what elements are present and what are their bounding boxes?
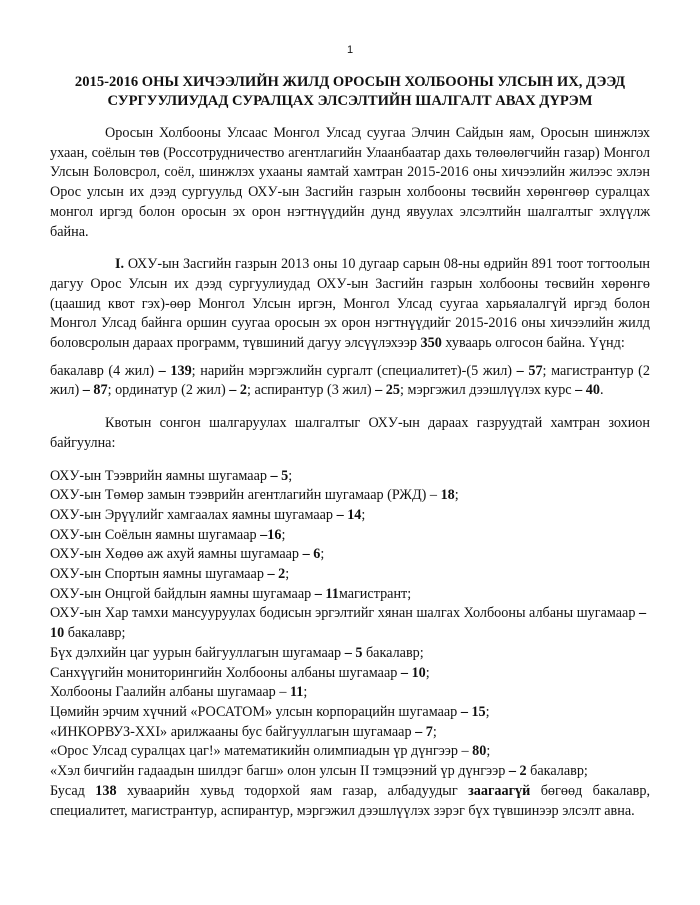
agency-quota: – 2 — [267, 566, 286, 583]
agency-suffix: ; — [281, 526, 286, 543]
agency-quota: – 14 — [336, 506, 362, 523]
program-label: ординатур (2 жил) — [115, 382, 230, 399]
document-title — [50, 73, 650, 111]
agency-item — [50, 644, 650, 664]
agency-name: ОХУ-ын Хөдөө аж ахуй яамны шугамаар — [50, 546, 303, 563]
agency-name: «ИНКОРВУЗ-XXI» арилжааны бус байгууллагын шугамаар — [50, 723, 416, 740]
agency-quota: – 11 — [314, 585, 339, 602]
program-separator: ; — [247, 382, 255, 399]
agency-item — [50, 604, 650, 643]
agency-suffix: бакалавр; — [526, 763, 588, 780]
agency-quota: – 5 — [270, 467, 289, 484]
program-quota: – 2 — [229, 382, 248, 399]
agency-item — [50, 565, 650, 585]
agency-suffix: магистрант; — [338, 585, 412, 602]
program-quota: – 40 — [575, 382, 600, 399]
agency-suffix: ; — [486, 743, 491, 760]
agency-suffix: ; — [485, 703, 490, 720]
agency-suffix: ; — [454, 487, 459, 504]
agency-suffix: ; — [285, 566, 290, 583]
program-quota: – 57 — [516, 362, 543, 379]
closing-text-a: Бусад — [50, 782, 96, 799]
agency-name: ОХУ-ын Тээврийн яамны шугамаар — [50, 467, 271, 484]
quota-intro-paragraph: Квотын сонгон шалгаруулах шалгалтыг ОХУ-ын дараах газруудтай хамтран зохион байгуулна: — [50, 415, 650, 451]
agency-quota: – 15 — [460, 703, 486, 720]
closing-text-c: бөгөөд бакалавр, специалитет, магистрантур, аспирантур, мэргэжил дээшлүүлэх зэрэг бүх түвшинээр элсэлт авна. — [50, 782, 651, 819]
agency-quota: 80 — [472, 743, 487, 760]
agency-item — [50, 664, 650, 684]
programs-paragraph — [50, 362, 650, 401]
program-label: аспирантур (3 жил) — [254, 382, 376, 399]
agency-item — [50, 703, 650, 723]
program-label: магистрантур (2 жил) — [50, 362, 650, 399]
agency-name: Бүх дэлхийн цаг уурын байгууллагын шугамаар — [50, 644, 345, 661]
program-separator: ; — [107, 382, 116, 399]
closing-text-b: хуваарийн хувьд тодорхой яам газар, албадуудыг — [116, 782, 469, 799]
agency-quota: – 10 — [50, 605, 647, 642]
section-1-text-a: ОХУ-ын Засгийн газрын 2013 оны 10 дугаар сарын 08-ны өдрийн 891 тоот тогтоолын дагуу Орос Улсын их дээд сургуулиудад ОХУ-ын Засгийн газрын холбооны төсвийн хөрөнгө (цаашид квот гэх)-өөр Монгол Улсын иргэн, Монгол Улсад суугаа харьяалалгүй иргэд болон Монгол Улсад байнга оршин суугаа оросын эх орон нэгтнүүдийг 2015-2016 оны хичээлийн жилд боловсролын дараах программ, түвшиний дагуу элсүүлэхээр — [50, 256, 650, 352]
program-label: бакалавр (4 жил) — [50, 362, 159, 379]
agency-suffix: ; — [303, 684, 308, 701]
section-1-paragraph — [50, 255, 650, 354]
closing-number: 138 — [95, 782, 117, 799]
agency-item — [50, 585, 650, 605]
agency-name: ОХУ-ын Эрүүлийг хамгаалах яамны шугамаар — [50, 506, 337, 523]
section-1-text-b: хуваарь олгосон байна. Үүнд: — [441, 335, 625, 352]
program-label: нарийн мэргэжлийн сургалт (специалитет)-(5 жил) — [200, 362, 517, 379]
agency-name: ОХУ-ын Спортын яамны шугамаар — [50, 566, 268, 583]
agency-suffix: бакалавр; — [64, 625, 126, 642]
closing-emphasis: заагаагүй — [468, 782, 531, 799]
program-separator: ; — [399, 382, 408, 399]
agency-suffix: ; — [361, 506, 366, 523]
program-separator: . — [599, 382, 604, 399]
agency-item — [50, 762, 650, 782]
agency-quota: 18 — [440, 487, 455, 504]
agency-name: ОХУ-ын Онцгой байдлын яамны шугамаар — [50, 585, 315, 602]
title-line-1: 2015-2016 ОНЫ ХИЧЭЭЛИЙН ЖИЛД ОРОСЫН ХОЛБООНЫ УЛСЫН ИХ, ДЭЭД — [74, 74, 626, 90]
program-quota: – 139 — [158, 362, 192, 379]
agency-suffix: ; — [425, 664, 430, 681]
agency-item — [50, 683, 650, 703]
agency-item — [50, 506, 650, 526]
agency-suffix: ; — [320, 546, 325, 563]
program-quota: – 25 — [375, 382, 400, 399]
agency-quota: –16 — [260, 526, 282, 543]
agency-item — [50, 486, 650, 506]
closing-paragraph — [50, 782, 650, 821]
agency-item — [50, 467, 650, 487]
section-1-total: 350 — [420, 335, 442, 352]
agency-suffix: ; — [288, 467, 293, 484]
agency-quota: 11 — [289, 684, 304, 701]
agency-name: Цөмийн эрчим хүчний «РОСАТОМ» улсын корпорацийн шугамаар — [50, 703, 461, 720]
agency-suffix: ; — [432, 723, 437, 740]
agency-item — [50, 545, 650, 565]
agency-name: ОХУ-ын Төмөр замын тээврийн агентлагийн шугамаар (РЖД) – — [50, 487, 441, 504]
agency-name: «Хэл бичгийн гадаадын шилдэг багш» олон улсын II тэмцээний үр дүнгээр — [50, 763, 509, 780]
agency-name: Санхүүгийн мониторингийн Холбооны албаны шугамаар — [50, 664, 401, 681]
agency-quota: – 5 — [344, 644, 363, 661]
agency-quota: – 10 — [400, 664, 426, 681]
agency-quota: – 2 — [508, 763, 527, 780]
page-number: 1 — [346, 44, 354, 56]
agency-name: ОХУ-ын Хар тамхи мансууруулах бодисын эргэлтийг хянан шалгах Холбооны албаны шугамаар — [50, 605, 639, 622]
agency-suffix: бакалавр; — [362, 644, 424, 661]
title-line-2: СУРГУУЛИУДАД СУРАЛЦАХ ЭЛСЭЛТИЙН ШАЛГАЛТ АВАХ ДҮРЭМ — [107, 93, 593, 109]
document-body — [50, 124, 650, 821]
program-separator: ; — [542, 362, 552, 379]
agency-name: Холбооны Гаалийн албаны шугамаар – — [50, 684, 290, 701]
agency-list — [50, 467, 650, 782]
agency-item — [50, 742, 650, 762]
agency-item — [50, 526, 650, 546]
section-1-numeral: I. — [115, 256, 125, 273]
agency-item — [50, 723, 650, 743]
agency-quota: – 6 — [302, 546, 321, 563]
agency-quota: – 7 — [415, 723, 433, 740]
program-quota: – 87 — [82, 382, 108, 399]
program-separator: ; — [191, 362, 201, 379]
agency-name: ОХУ-ын Соёлын яамны шугамаар — [50, 526, 261, 543]
agency-name: «Орос Улсад суралцах цаг!» математикийн олимпиадын үр дүнгээр – — [50, 743, 473, 760]
program-label: мэргэжил дээшлүүлэх курс — [407, 382, 576, 399]
intro-paragraph: Оросын Холбооны Улсаас Монгол Улсад суугаа Элчин Сайдын яам, Оросын шинжлэх ухаан, соёлын төв (Россотрудничество агентлагийн Улаанбаатар дахь төлөөлөгчийн газар) Монгол Улсын Боловсрол, соёл, шинжлэх ухааны яамтай хамтран 2015-2016 оны хичээлийн жилээс эхлэн Орос улсын их дээд сургуульд ОХУ-ын Засгийн газрын холбооны төсвийн хөрөнгөөр суралцах монгол иргэд болон оросын эх орон нэгтнүүдийн дунд явуулах элсэлтийн шалгалтыг эхлүүлж байна. — [50, 125, 650, 240]
